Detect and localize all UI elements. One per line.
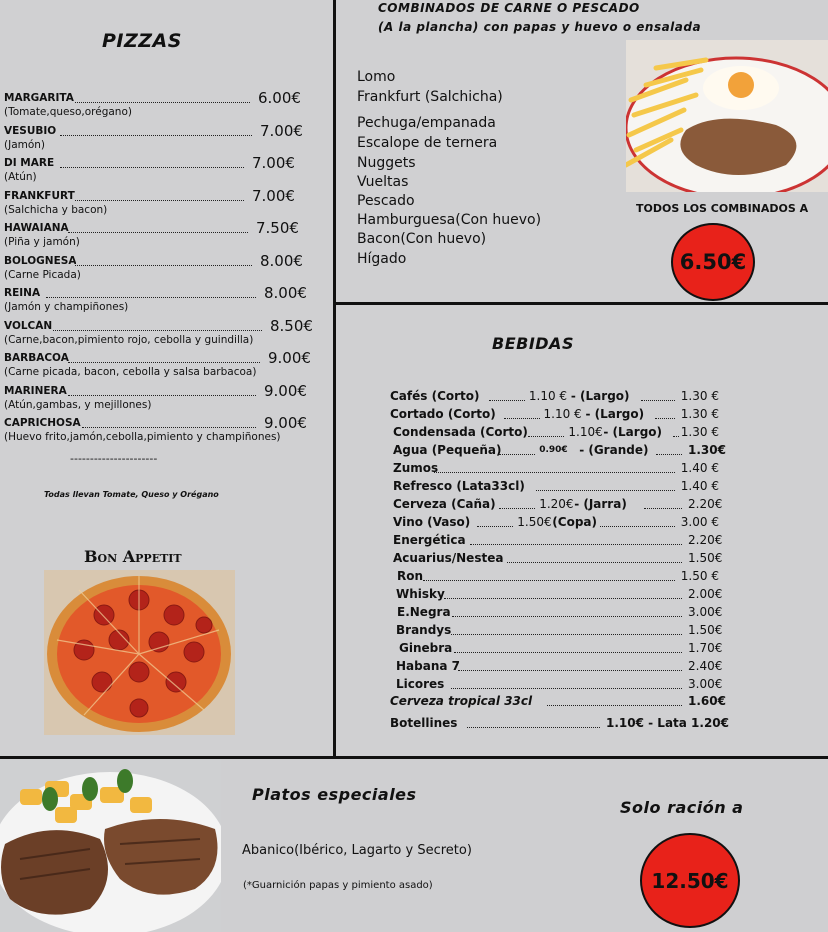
especiales-item: Abanico(Ibérico, Lagarto y Secreto) — [242, 843, 472, 858]
bebida-price-small: 0.90€ — [539, 445, 568, 455]
pizza-leader-dots — [68, 362, 260, 363]
horizontal-divider-combinados — [336, 302, 828, 305]
bebida-price: 3.00€ — [688, 677, 723, 691]
pizza-price: 9.00€ — [268, 349, 311, 367]
bebida-label-large: - (Largo) — [570, 389, 630, 403]
pizza-leader-dots — [68, 232, 248, 233]
bebida-leader-dots — [452, 616, 682, 617]
combinado-item: Vueltas — [357, 174, 409, 190]
pizza-price: 7.50€ — [256, 219, 299, 237]
pizza-price: 9.00€ — [264, 381, 307, 400]
bebida-leader-dots — [434, 472, 675, 473]
bebida-price: 2.20€ — [688, 533, 723, 547]
bebida-label: Energética — [393, 533, 466, 547]
bebida-leader-dots — [451, 688, 682, 689]
pizza-name: MARGARITA — [4, 92, 74, 104]
bebida-leader-dots — [600, 526, 675, 527]
combinado-item: Nuggets — [357, 155, 416, 171]
bebida-leader-dots — [499, 508, 535, 509]
combinado-item: Pechuga/empanada — [357, 115, 496, 131]
pizza-name: DI MARE — [4, 157, 55, 169]
pizza-description: (Jamón y champiñones) — [4, 301, 129, 313]
bebida-price: 2.20€ — [688, 497, 723, 511]
bebida-leader-dots — [644, 508, 682, 509]
combinado-item: Lomo — [357, 69, 396, 85]
pizza-description: (Carne Picada) — [4, 268, 81, 281]
especiales-note: (*Guarnición papas y pimiento asado) — [243, 880, 433, 891]
pizza-leader-dots — [75, 265, 252, 266]
bebida-price-small: 1.50€ — [517, 515, 552, 529]
combinado-photo — [626, 40, 828, 192]
pizza-name: HAWAIANA — [4, 222, 69, 234]
bebida-leader-dots — [536, 490, 675, 491]
bebida-leader-dots — [504, 418, 540, 419]
pizza-leader-dots — [75, 102, 250, 103]
bebida-label: Ginebra — [399, 641, 453, 655]
bebida-label: Zumos — [393, 461, 439, 475]
bebida-label: Refresco (Lata33cl) — [393, 479, 525, 493]
bebida-price: 2.40€ — [688, 659, 723, 673]
pizza-description: (Atún) — [4, 171, 37, 183]
pizza-description: (Tomate,queso,orégano) — [4, 106, 132, 118]
todos-combinados-label: TODOS LOS COMBINADOS A — [636, 202, 809, 215]
bebida-label: Botellines — [390, 716, 458, 730]
bebida-price: 2.00€ — [688, 587, 723, 601]
pizza-price: 8.00€ — [260, 251, 303, 270]
pizza-price: 8.00€ — [264, 284, 307, 302]
pizzas-title: PIZZAS — [102, 30, 182, 52]
bebida-price: 1.60€ — [688, 694, 726, 708]
combinado-item: Hamburguesa(Con huevo) — [357, 212, 542, 228]
pizza-description: (Atún,gambas, y mejillones) — [4, 398, 152, 411]
bebida-label: Ron — [397, 569, 424, 583]
bebida-label: Acuarius/Nestea — [393, 551, 504, 565]
pizza-leader-dots — [60, 167, 244, 168]
pizza-name: CAPRICHOSA — [4, 417, 81, 429]
bebida-label: Cerveza tropical 33cl — [390, 694, 533, 708]
pizza-price: 8.50€ — [270, 316, 313, 335]
bebida-price: 1.30€ — [688, 443, 726, 457]
bebida-label: Agua (Pequeña) — [393, 443, 502, 457]
combinado-item: Hígado — [357, 251, 407, 267]
pizza-name: VESUBIO — [4, 124, 57, 137]
bebida-label: Brandys — [396, 623, 452, 637]
bebida-label-large: - (Jarra) — [574, 497, 627, 511]
bebida-label-large: - (Largo) — [585, 407, 645, 421]
bebida-leader-dots — [507, 562, 683, 563]
bebida-leader-dots — [489, 400, 525, 401]
pizza-divider: ---------------------- — [70, 452, 158, 465]
bebida-label: Licores — [396, 677, 445, 691]
bebida-label: Condensada (Corto) — [393, 425, 528, 439]
bebida-leader-dots — [641, 400, 675, 401]
pizza-price: 7.00€ — [260, 121, 303, 140]
bebida-leader-dots — [458, 670, 682, 671]
pizza-description: (Salchicha y bacon) — [4, 203, 108, 216]
steak-photo — [0, 759, 221, 932]
bebida-label: Habana 7 — [396, 659, 460, 673]
bebida-price-small: 1.10 € — [528, 389, 568, 403]
pizza-leader-dots — [60, 135, 252, 136]
pizza-leader-dots — [53, 330, 262, 331]
bebida-price-small: 1.10€ — [568, 425, 603, 439]
pizza-name: REINA — [4, 287, 41, 299]
pizza-price: 7.00€ — [252, 154, 295, 172]
bebida-price: 3.00 € — [680, 515, 719, 529]
combinados-price-badge — [671, 223, 755, 301]
bebida-label-large: - (Largo) — [603, 425, 663, 439]
bebida-leader-dots — [444, 598, 682, 599]
pizza-name: BOLOGNESA — [4, 254, 77, 267]
bebida-price: 1.30 € — [680, 407, 719, 421]
pizza-leader-dots — [68, 395, 256, 396]
combinado-item: Bacon(Con huevo) — [357, 231, 487, 247]
pizza-description: (Huevo frito,jamón,cebolla,pimiento y champiñones) — [4, 431, 281, 443]
bebida-label: Vino (Vaso) — [393, 515, 471, 529]
bebida-price: 1.40 € — [680, 479, 719, 493]
combinados-price: 6.50€ — [679, 250, 747, 274]
bebida-label: E.Negra — [397, 605, 451, 619]
pizza-price: 6.00€ — [258, 89, 301, 107]
pizza-price: 7.00€ — [252, 186, 295, 205]
pizza-description: (Piña y jamón) — [4, 236, 80, 248]
pizza-note: Todas llevan Tomate, Queso y Orégano — [44, 490, 219, 499]
pizza-leader-dots — [75, 200, 244, 201]
bebida-leader-dots — [423, 580, 675, 581]
combinados-title-line1: COMBINADOS DE CARNE O PESCADO — [378, 1, 640, 15]
pizza-name: VOLCÁN — [4, 319, 53, 332]
bebida-label: Whisky — [396, 587, 445, 601]
bebida-price: 1.50€ — [688, 623, 723, 637]
bebida-leader-dots — [467, 727, 600, 728]
bebida-price: 1.70€ — [688, 641, 723, 655]
bon-appetit-heading: Bon Appetit — [84, 547, 182, 566]
pizza-description: (Carne,bacon,pimiento rojo, cebolla y guindilla) — [4, 333, 254, 346]
pizza-name: FRANKFURT — [4, 189, 75, 202]
bebidas-title: BEBIDAS — [492, 334, 574, 353]
bebida-leader-dots — [547, 705, 682, 706]
bebida-leader-dots — [470, 544, 682, 545]
combinado-item: Frankfurt (Salchicha) — [357, 89, 503, 105]
bebida-leader-dots — [655, 418, 675, 419]
especiales-price: 12.50€ — [651, 868, 729, 893]
bebida-price: 1.40 € — [680, 461, 719, 475]
bebida-leader-dots — [656, 454, 682, 455]
bebida-label-large: - (Grande) — [579, 443, 649, 457]
pizza-price: 9.00€ — [264, 414, 307, 432]
pizza-description: (Jamón) — [4, 138, 46, 151]
solo-racion-label: Solo ración a — [620, 798, 744, 817]
bebida-label: Cafés (Corto) — [390, 389, 480, 403]
bebida-price-small: 1.20€ — [539, 497, 574, 511]
bebida-leader-dots — [528, 436, 564, 437]
vertical-divider — [333, 0, 336, 758]
pizza-leader-dots — [82, 427, 256, 428]
bebida-leader-dots — [451, 634, 682, 635]
bebida-price-small: 1.10 € — [543, 407, 582, 421]
bebida-price: 3.00€ — [688, 605, 723, 619]
pizza-name: MARINERA — [4, 384, 67, 397]
bebida-price: 1.50 € — [680, 569, 719, 583]
bebida-label: Cerveza (Caña) — [393, 497, 496, 511]
combinado-item: Escalope de ternera — [357, 135, 498, 151]
bebida-price: 1.10€ - Lata 1.20€ — [606, 716, 730, 730]
especiales-price-badge — [640, 833, 740, 928]
especiales-title: Platos especiales — [252, 785, 417, 804]
bebida-leader-dots — [454, 652, 682, 653]
pizza-leader-dots — [46, 297, 256, 298]
bebida-leader-dots — [673, 436, 679, 437]
pizza-name: BARBACOA — [4, 352, 69, 364]
pizza-photo — [44, 570, 235, 735]
combinado-item: Pescado — [357, 193, 415, 209]
bebida-price: 1.30 € — [680, 389, 719, 403]
pizza-description: (Carne picada, bacon, cebolla y salsa barbacoa) — [4, 366, 257, 378]
bebida-price: 1.30 € — [680, 425, 719, 439]
bebida-leader-dots — [477, 526, 513, 527]
bebida-label-large: (Copa) — [552, 515, 598, 529]
combinados-title-line2: (A la plancha) con papas y huevo o ensalada — [378, 20, 702, 34]
bebida-label: Cortado (Corto) — [390, 407, 496, 421]
bebida-price: 1.50€ — [688, 551, 723, 565]
bebida-leader-dots — [499, 454, 535, 455]
